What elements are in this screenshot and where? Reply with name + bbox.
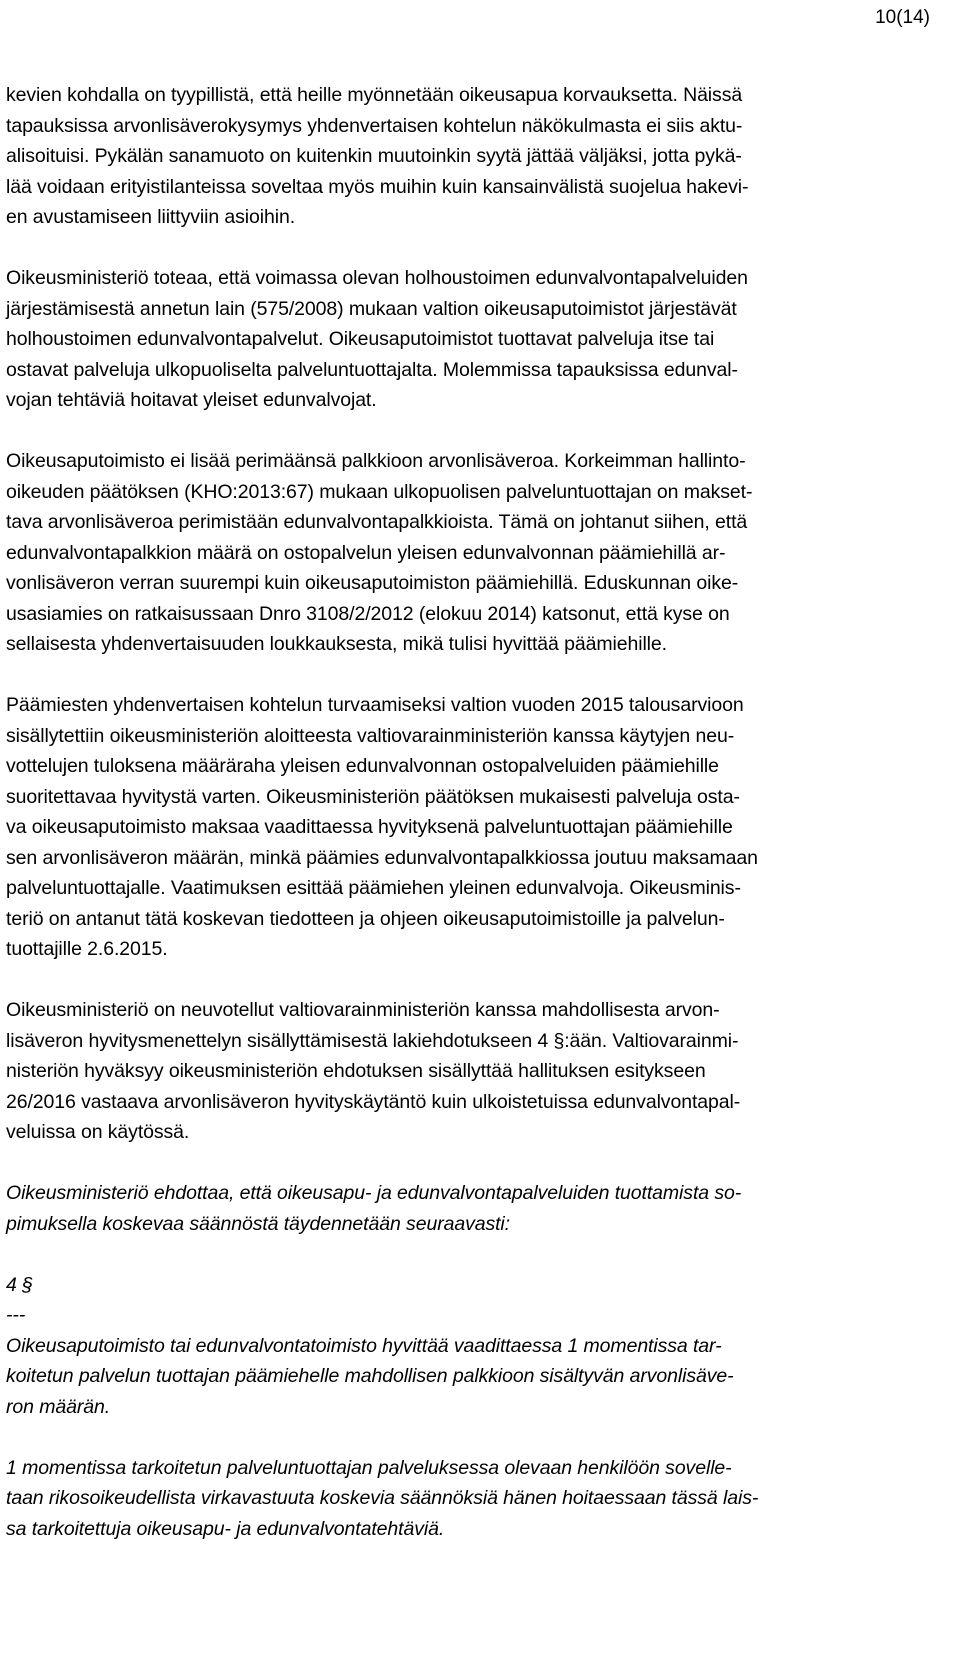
- text-line: 1 momentissa tarkoitetun palveluntuottajan palveluksessa olevaan henkilöön sovelle-: [6, 1456, 732, 1479]
- text-line: 26/2016 vastaava arvonlisäveron hyvityskäytäntö kuin ulkoistetuissa edunvalvontapal-: [6, 1090, 741, 1113]
- paragraph: [6, 690, 936, 965]
- text-line: tapauksissa arvonlisäverokysymys yhdenvertaisen kohtelun näkökulmasta ei siis aktu-: [6, 114, 743, 137]
- page-number: 10(14): [875, 7, 930, 28]
- text-line: usasiamies on ratkaisussaan Dnro 3108/2/2012 (elokuu 2014) katsonut, että kyse on: [6, 602, 730, 625]
- text-line: vojan tehtäviä hoitavat yleiset edunvalvojat.: [6, 389, 377, 411]
- text-line: palveluntuottajalle. Vaatimuksen esittää päämiehen yleinen edunvalvoja. Oikeusminis-: [6, 877, 741, 899]
- text-line: Päämiesten yhdenvertaisen kohtelun turvaamiseksi valtion vuoden 2015 talousarvioon: [6, 694, 744, 716]
- proposed-section: [6, 1270, 936, 1423]
- text-line: vonlisäveron verran suurempi kuin oikeusaputoimiston päämiehillä. Eduskunnan oike-: [6, 572, 739, 594]
- text-line: koitetun palvelun tuottajan päämiehelle mahdollisen palkkioon sisältyvän arvonlisäve-: [6, 1365, 734, 1387]
- proposed-paragraph: [6, 1453, 936, 1545]
- text-line: ostavat palveluja ulkopuoliselta palveluntuottajalta. Molemmissa tapauksissa edunval-: [6, 358, 738, 381]
- text-line: oikeuden päätöksen (KHO:2013:67) mukaan ulkopuolisen palveluntuottajan on makset-: [6, 480, 753, 503]
- text-line: Oikeusaputoimisto ei lisää perimäänsä palkkioon arvonlisäveroa. Korkeimman hallinto-: [6, 450, 746, 472]
- text-line: nisteriön hyväksyy oikeusministeriön ehdotuksen sisällyttää hallituksen esitykseen: [6, 1060, 706, 1082]
- paragraph: [6, 80, 936, 233]
- text-line: ron määrän.: [6, 1395, 111, 1418]
- proposal-intro: [6, 1178, 936, 1239]
- paragraph: [6, 995, 936, 1148]
- document-body: [6, 80, 936, 1544]
- paragraph: [6, 446, 936, 660]
- text-line: sa tarkoitettuja oikeusapu- ja edunvalvontatehtäviä.: [6, 1517, 445, 1540]
- text-line: holhoustoimen edunvalvontapalvelut. Oikeusaputoimistot tuottavat palveluja itse tai: [6, 328, 715, 350]
- text-line: sen arvonlisäveron määrän, minkä päämies edunvalvontapalkkiossa joutuu maksamaan: [6, 846, 758, 869]
- text-line: taan rikosoikeudellista virkavastuuta koskevia säännöksiä hänen hoitaessaan tässä lais-: [6, 1487, 759, 1509]
- text-line: Oikeusministeriö toteaa, että voimassa olevan holhoustoimen edunvalvontapalveluiden: [6, 267, 748, 289]
- omission-marker: ---: [6, 1304, 26, 1326]
- text-line: suoritettavaa hyvitystä varten. Oikeusministeriön päätöksen mukaisesti palveluja osta-: [6, 785, 740, 808]
- text-line: sellaisesta yhdenvertaisuuden loukkauksesta, mikä tulisi hyvittää päämiehille.: [6, 633, 667, 655]
- text-line: teriö on antanut tätä koskevan tiedotteen ja ohjeen oikeusaputoimistoille ja palvelun-: [6, 907, 725, 930]
- text-line: sisällytettiin oikeusministeriön aloitteesta valtiovarainministeriön kanssa käytyjen neu-: [6, 724, 735, 747]
- section-heading: 4 §: [6, 1273, 33, 1296]
- text-line: edunvalvontapalkkion määrä on ostopalvelun yleisen edunvalvonnan päämiehillä ar-: [6, 541, 726, 564]
- text-line: Oikeusministeriö ehdottaa, että oikeusapu- ja edunvalvontapalveluiden tuottamista so-: [6, 1182, 742, 1204]
- text-line: kevien kohdalla on tyypillistä, että heille myönnetään oikeusapua korvauksetta. Näissä: [6, 84, 743, 106]
- text-line: vottelujen tuloksena määräraha yleisen edunvalvonnan ostopalveluiden päämiehille: [6, 755, 719, 777]
- text-line: pimuksella koskevaa säännöstä täydennetään seuraavasti:: [6, 1212, 510, 1235]
- text-line: tava arvonlisäveroa perimistään edunvalvontapalkkioista. Tämä on johtanut siihen, että: [6, 511, 748, 533]
- text-line: en avustamiseen liittyviin asioihin.: [6, 206, 296, 228]
- text-line: veluissa on käytössä.: [6, 1121, 190, 1143]
- text-line: lää voidaan erityistilanteissa soveltaa myös muihin kuin kansainvälistä suojelua hakevi-: [6, 175, 749, 198]
- text-line: lisäveron hyvitysmenettelyn sisällyttämisestä lakiehdotukseen 4 §:ään. Valtiovarainmi-: [6, 1029, 739, 1052]
- text-line: tuottajille 2.6.2015.: [6, 938, 168, 960]
- text-line: va oikeusaputoimisto maksaa vaadittaessa hyvityksenä palveluntuottajan päämiehille: [6, 816, 733, 838]
- text-line: alisoituisi. Pykälän sanamuoto on kuitenkin muutoinkin syytä jättää väljäksi, jotta pykä-: [6, 145, 742, 167]
- text-line: järjestämisestä annetun lain (575/2008) mukaan valtion oikeusaputoimistot järjestävät: [6, 297, 737, 320]
- paragraph: [6, 263, 936, 416]
- text-line: Oikeusaputoimisto tai edunvalvontatoimisto hyvittää vaadittaessa 1 momentissa tar-: [6, 1334, 722, 1357]
- text-line: Oikeusministeriö on neuvotellut valtiovarainministeriön kanssa mahdollisesta arvon-: [6, 999, 720, 1021]
